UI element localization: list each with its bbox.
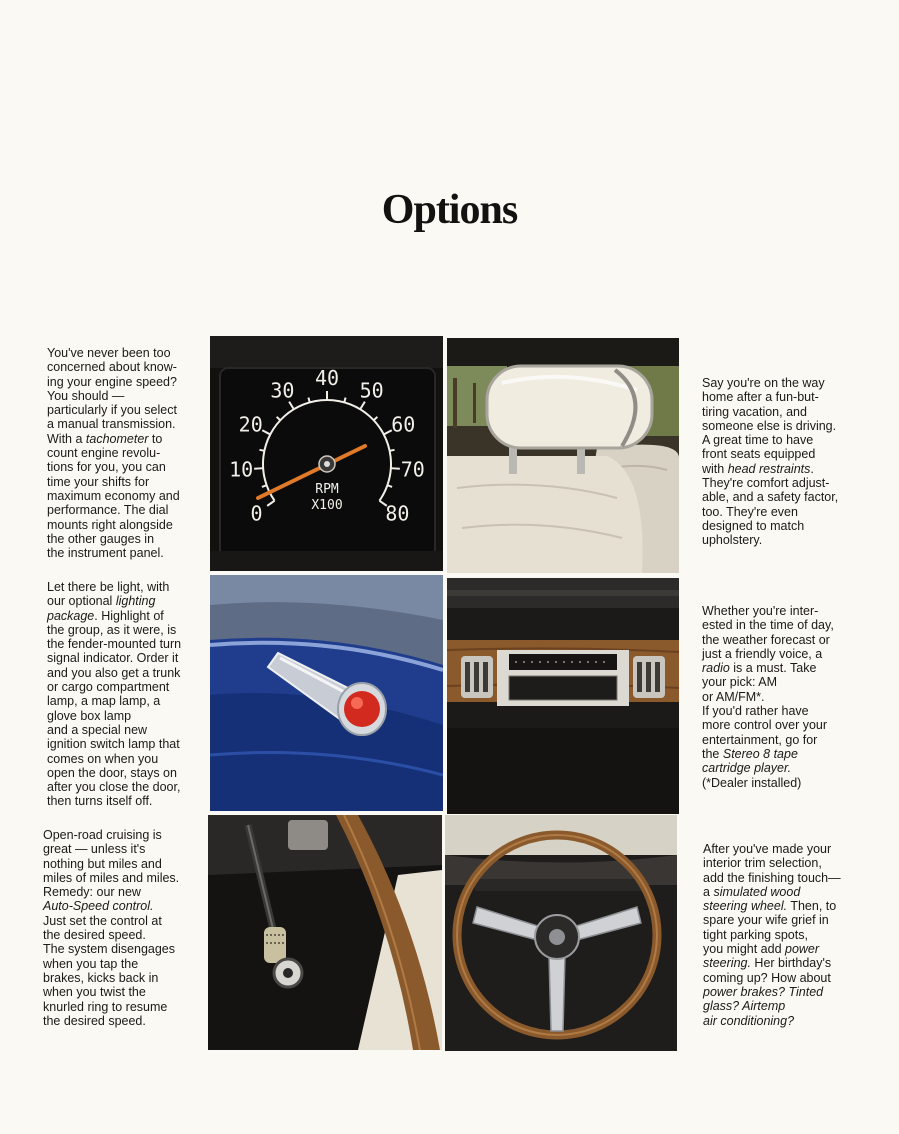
tach-label: 30 — [270, 378, 295, 403]
turn-signal-image — [210, 575, 443, 811]
tach-rpm-label: RPM — [315, 482, 339, 497]
lighting-copy: Let there be light, with our optional lighting package. Highlight of the group, as it were, is the fender-mounted turn signal indicator. Order it and you also get a trunk or cargo compartment lamp, a map lamp, a glove box lamp and a special new ignition switch lamp that comes on when you open the door, stays on after you close the door, then turns itself off. — [47, 580, 182, 809]
page-title: Options — [381, 187, 518, 233]
auto-speed-photo — [208, 815, 442, 1050]
radio-copy: Whether you're inter- ested in the time of day, the weather forecast or just a friendly voice, a radio is a must. Take your pick: AM or AM/FM*. If you'd rather have more control over your entertainment, go for the Stereo 8 tape cartridge player. (*Dealer installed) — [702, 604, 834, 790]
tachometer-photo — [210, 336, 443, 571]
tach-x100-label: X100 — [311, 498, 343, 513]
steering-copy: After you've made your interior trim selection, add the finishing touch— a simulated wood steering wheel. Then, to spare your wife grief in tight parking spots, you might add power steering. Her birthday's coming up? How about power brakes? Tinted glass? Airtemp air conditioning? — [703, 842, 841, 1028]
tach-tick — [254, 468, 263, 469]
head-restraints-copy: Say you're on the way home after a fun-but- tiring vacation, and someone else is driving. A great time to have front seats equipped with head restraints. They're comfort adjust- able, and a safety factor, too. They're even designed to match upholstery. — [702, 376, 839, 548]
steering-wheel-image — [445, 815, 677, 1051]
tach-hub-cap — [324, 461, 330, 467]
tach-label: 0 — [250, 501, 263, 526]
head-restraint-image — [447, 338, 679, 573]
tach-label: 70 — [400, 457, 425, 482]
auto-speed-copy: Open-road cruising is great — unless it's nothing but miles and miles of miles and miles. Remedy: our new Auto-Speed control. Just set the control at the desired speed. The system disengages when you tap the brakes, kicks back in when you twist the knurled ring to resume the desired speed. — [43, 828, 180, 1028]
tach-label: 10 — [229, 457, 254, 482]
tachometer-image — [210, 336, 443, 571]
tach-label: 20 — [238, 412, 263, 437]
tachometer-copy: You've never been too concerned about know- ing your engine speed? You should — particularly if you select a manual transmission. With a tachometer to count engine revolu- tions for you, you can time your shifts for maximum economy and performance. The dial mounts right alongside the other gauges in the instrument panel. — [47, 346, 180, 561]
tach-label: 50 — [359, 378, 384, 403]
tach-tick — [391, 468, 400, 469]
radio-photo — [447, 578, 679, 814]
radio-image — [447, 578, 679, 814]
turn-signal-photo — [210, 575, 443, 811]
auto-speed-image — [208, 815, 442, 1050]
tach-label: 80 — [385, 501, 410, 526]
head-restraint-photo — [447, 338, 679, 573]
tach-label: 60 — [391, 412, 416, 437]
tach-label: 40 — [314, 366, 340, 390]
steering-wheel-photo — [445, 815, 677, 1051]
